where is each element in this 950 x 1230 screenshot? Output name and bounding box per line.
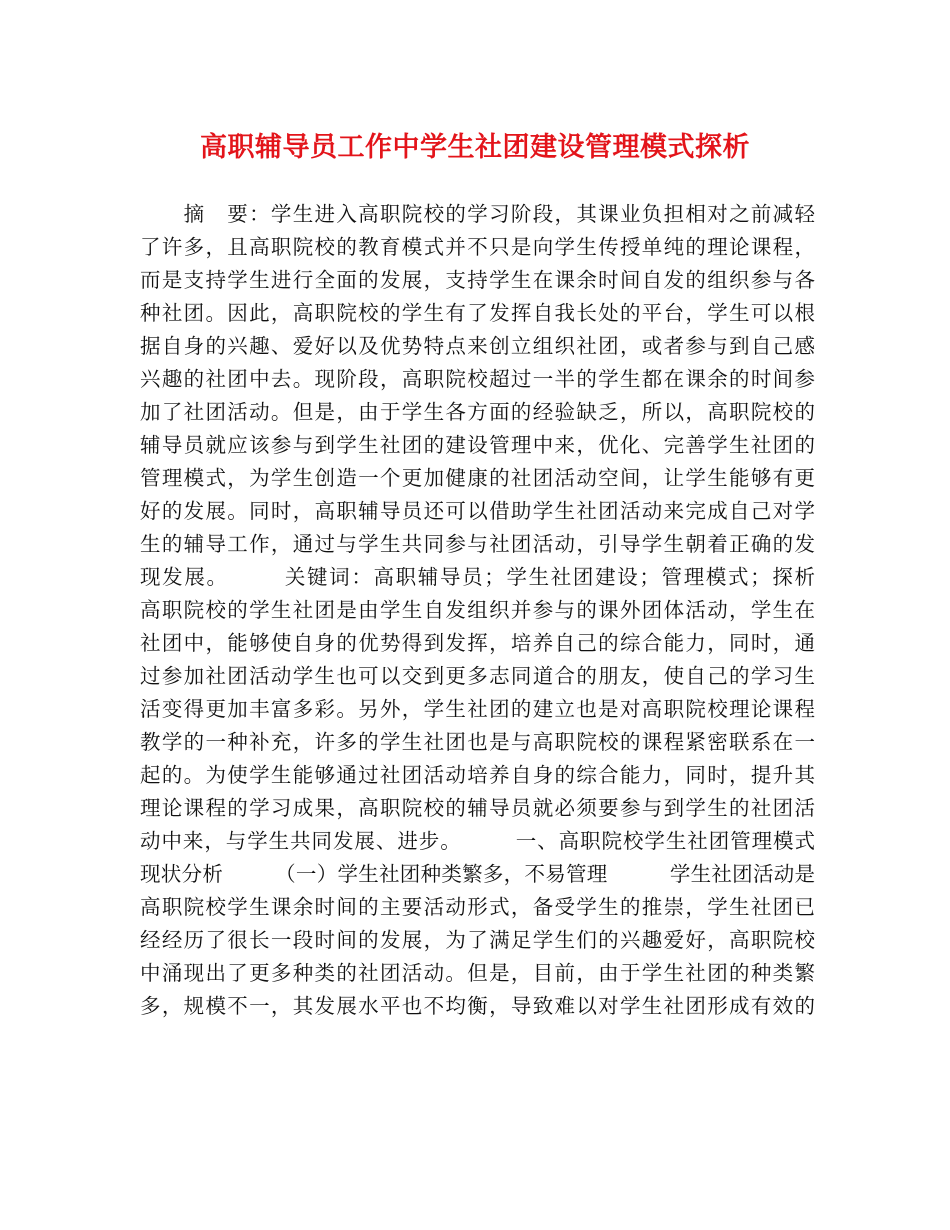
body-line: 高职院校学生课余时间的主要活动形式，备受学生的推崇，学生社团已 — [140, 895, 815, 919]
body-line: 中涌现出了更多种类的社团活动。但是，目前，由于学生社团的种类繁 — [140, 961, 815, 985]
document-body — [140, 198, 815, 1023]
body-line: 了许多，且高职院校的教育模式并不只是向学生传授单纯的理论课程， — [140, 235, 815, 259]
body-line: 管理模式，为学生创造一个更加健康的社团活动空间，让学生能够有更 — [140, 466, 815, 490]
body-line: 加了社团活动。但是，由于学生各方面的经验缺乏，所以，高职院校的 — [140, 400, 815, 424]
body-line: 摘 要：学生进入高职院校的学习阶段，其课业负担相对之前减轻 — [140, 202, 815, 226]
document-title: 高职辅导员工作中学生社团建设管理模式探析 — [200, 132, 750, 163]
body-line: 辅导员就应该参与到学生社团的建设管理中来，优化、完善学生社团的 — [140, 433, 815, 457]
body-line: 兴趣的社团中去。现阶段，高职院校超过一半的学生都在课余的时间参 — [140, 367, 815, 391]
body-line: 好的发展。同时，高职辅导员还可以借助学生社团活动来完成自己对学 — [140, 499, 815, 523]
body-line: 活变得更加丰富多彩。另外，学生社团的建立也是对高职院校理论课程 — [140, 697, 815, 721]
body-line: 多，规模不一，其发展水平也不均衡，导致难以对学生社团形成有效的 — [140, 994, 815, 1018]
body-line: 过参加社团活动学生也可以交到更多志同道合的朋友，使自己的学习生 — [140, 664, 815, 688]
body-line: 高职院校的学生社团是由学生自发组织并参与的课外团体活动，学生在 — [140, 598, 815, 622]
body-line: 种社团。因此，高职院校的学生有了发挥自我长处的平台，学生可以根 — [140, 301, 815, 325]
body-line: 现状分析 （一）学生社团种类繁多，不易管理 学生社团活动是 — [140, 862, 815, 886]
body-line: 据自身的兴趣、爱好以及优势特点来创立组织社团，或者参与到自己感 — [140, 334, 815, 358]
body-line: 教学的一种补充，许多的学生社团也是与高职院校的课程紧密联系在一 — [140, 730, 815, 754]
body-line: 而是支持学生进行全面的发展，支持学生在课余时间自发的组织参与各 — [140, 268, 815, 292]
body-line: 起的。为使学生能够通过社团活动培养自身的综合能力，同时，提升其 — [140, 763, 815, 787]
body-line: 社团中，能够使自身的优势得到发挥，培养自己的综合能力，同时，通 — [140, 631, 815, 655]
body-line: 理论课程的学习成果，高职院校的辅导员就必须要参与到学生的社团活 — [140, 796, 815, 820]
body-line: 经经历了很长一段时间的发展，为了满足学生们的兴趣爱好，高职院校 — [140, 928, 815, 952]
body-line: 生的辅导工作，通过与学生共同参与社团活动，引导学生朝着正确的发 — [140, 532, 815, 556]
body-line: 动中来，与学生共同发展、进步。 一、高职院校学生社团管理模式 — [140, 829, 815, 853]
body-line: 现发展。 关键词：高职辅导员；学生社团建设；管理模式；探析 — [140, 565, 815, 589]
